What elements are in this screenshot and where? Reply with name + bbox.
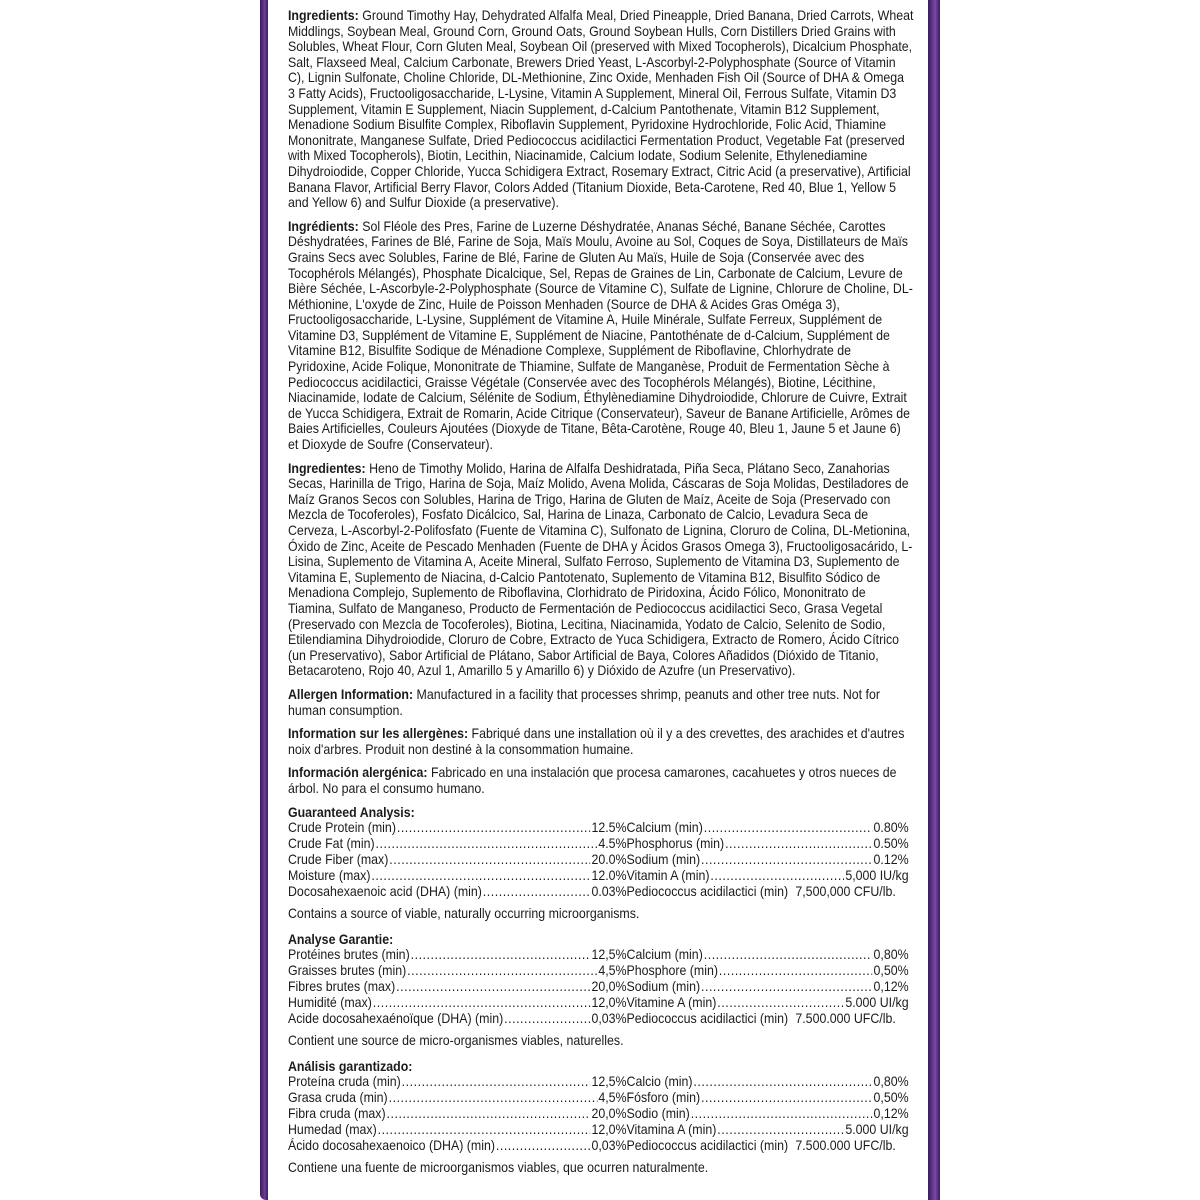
analysis-value: 0,12%: [873, 979, 909, 995]
analysis-row: [627, 995, 909, 1011]
analysis-row: [627, 979, 909, 995]
analysis-fr-title: Analyse Garantie:: [288, 931, 394, 947]
analysis-value: 0.50%: [873, 836, 909, 852]
analysis-label: Crude Protein (min): [288, 820, 396, 836]
analysis-value: 20,0%: [591, 1106, 627, 1122]
leader-dots: [701, 1090, 873, 1106]
ingredients-es-text: Heno de Timothy Molido, Harina de Alfalfa Deshidratada, Piña Seca, Plátano Seco, Zanahorias Secas, Harinilla de Trigo, Harina de Soja, Maíz Molido, Avena Molida, Cáscaras de Soja Molidas, Destiladores de Maíz Granos Secos con Solubles, Harina de Trigo, Harina de Gluten de Maíz, Aceite de Soja (Preservado con Mezcla de Tocoferoles), Fosfato Dicálcico, Sal, Harina de Linaza, Carbonato de Calcio, Levadura Seca de Cerveza, L-Ascorbyl-2-Polifosfato (Fuente de Vitamina C), Sulfonato de Lignina, Cloruro de Colina, DL-Metionina, Óxido de Zinc, Aceite de Pescado Menhaden (Fuente de DHA y Ácidos Grasos Omega 3), Fructooligosacárido, L-Lisina, Suplemento de Vitamina A, Aceite Mineral, Sulfato Ferroso, Suplemento de Vitamina D3, Suplemento de Vitamina E, Suplemento de Niacina, d-Calcio Pantotenato, Suplemento de Vitamina B12, Bisulfito Sódico de Menadiona Complejo, Suplemento de Riboflavina, Clorhidrato de Piridoxina, Ácido Fólico, Mononitrato de Tiamina, Sulfato de Manganeso, Producto de Fermentación de Pediococcus acidilactici Seco, Grasa Vegetal (Preservado con Mezcla de Tocoferoles), Biotina, Lecitina, Niacinamida, Yodato de Calcio, Selenito de Sodio, Etilendiamina Dihydroiodide, Cloruro de Cobre, Extracto de Yuca Schidigera, Extracto de Romero, Ácido Cítrico (un Preservativo), Sabor Artificial de Plátano, Sabor Artificial de Baya, Colores Añadidos (Dióxido de Titanio, Betacaroteno, Rojo 40, Azul 1, Amarillo 5 y Amarillo 6) y Dióxido de Azufre (un Preservativo).: [288, 460, 913, 679]
analysis-value: 0,12%: [873, 1106, 909, 1122]
analysis-value: 0,03%: [591, 1011, 627, 1027]
analysis-label: Fibres brutes (max): [288, 979, 396, 995]
analysis-es-table: [288, 1074, 914, 1154]
analysis-label: Calcio (min): [626, 1074, 693, 1090]
analysis-value: 7.500.000 UFC/lb.: [795, 1011, 896, 1027]
analysis-value: 0,03%: [591, 1138, 627, 1154]
analysis-label: Sodio (min): [626, 1106, 690, 1122]
analysis-row: [627, 1138, 909, 1154]
analysis-label: Phosphorus (min): [626, 836, 725, 852]
analysis-fr-right-col: [627, 947, 909, 1027]
analysis-row: [288, 868, 627, 884]
allergen-en-label: Allergen Information:: [288, 686, 414, 702]
ingredients-fr-label: Ingrédients:: [288, 218, 359, 234]
ingredients-fr: [288, 219, 914, 453]
analysis-value: 5.000 UI/kg: [845, 1122, 909, 1138]
leader-dots: [701, 979, 873, 995]
analysis-label: Proteína cruda (min): [288, 1074, 401, 1090]
analysis-label: Crude Fat (min): [288, 836, 375, 852]
ingredients-es-label: Ingredientes:: [288, 460, 366, 476]
analysis-label: Fibra cruda (max): [288, 1106, 386, 1122]
analysis-label: Phosphore (min): [626, 963, 718, 979]
leader-dots: [411, 947, 591, 963]
leader-dots: [719, 963, 873, 979]
leader-dots: [407, 963, 597, 979]
analysis-es-note: Contiene una fuente de microorganismos viables, que ocurren naturalmente.: [288, 1160, 709, 1176]
analysis-label: Sodium (min): [626, 852, 701, 868]
left-margin: [0, 0, 264, 1200]
analysis-label: Pediococcus acidilactici (min): [626, 1138, 789, 1154]
left-purple-border: [260, 0, 268, 1200]
analysis-value: 5,000 IU/kg: [845, 868, 909, 884]
allergen-fr-label: Information sur les allergènes:: [288, 726, 469, 742]
analysis-fr-note: Contient une source de micro-organismes viables, naturelles.: [288, 1033, 624, 1049]
analysis-en-left-col: [288, 820, 627, 900]
analysis-row: [288, 947, 627, 963]
allergen-es: [288, 765, 914, 796]
analysis-es-left-col: [288, 1074, 627, 1154]
analysis-row: [288, 1011, 627, 1027]
analysis-label: Grasa cruda (min): [288, 1090, 388, 1106]
leader-dots: [704, 820, 873, 836]
analysis-row: [627, 1106, 909, 1122]
analysis-value: 0,50%: [873, 1090, 909, 1106]
leader-dots: [402, 1074, 591, 1090]
leader-dots: [717, 1122, 844, 1138]
ingredients-en-label: Ingredients:: [288, 8, 359, 23]
analysis-fr: [288, 932, 914, 1049]
analysis-label: Humidité (max): [288, 995, 372, 1011]
analysis-label: Calcium (min): [626, 820, 703, 836]
analysis-label: Vitamin A (min): [626, 868, 710, 884]
analysis-row: [288, 1138, 627, 1154]
analysis-value: 0,50%: [873, 963, 909, 979]
analysis-label: Protéines brutes (min): [288, 947, 410, 963]
analysis-value: 4,5%: [598, 1090, 627, 1106]
analysis-value: 0,80%: [873, 1074, 909, 1090]
ingredients-es: [288, 461, 914, 679]
analysis-value: 0.12%: [873, 852, 909, 868]
leader-dots: [504, 1011, 590, 1027]
analysis-value: 12,0%: [591, 1122, 627, 1138]
analysis-value: 0.80%: [873, 820, 909, 836]
leader-dots: [693, 1074, 872, 1090]
analysis-value: 4,5%: [598, 963, 627, 979]
analysis-value: 20,0%: [591, 979, 627, 995]
analysis-label: Humedad (max): [288, 1122, 377, 1138]
allergen-fr: [288, 726, 914, 757]
analysis-en-note: Contains a source of viable, naturally occurring microorganisms.: [288, 906, 640, 922]
allergen-en-text: Manufactured in a facility that processes shrimp, peanuts and other tree nuts. Not for human consumption.: [288, 686, 880, 718]
leader-dots: [378, 1122, 591, 1138]
analysis-row: [288, 995, 627, 1011]
allergen-fr-text: Fabriqué dans une installation où il y a des crevettes, des arachides et d'autres noix d'arbres. Produit non destiné à la consommation humaine.: [288, 726, 905, 757]
analysis-label: Docosahexaenoic acid (DHA) (min): [288, 884, 482, 900]
leader-dots: [373, 995, 591, 1011]
analysis-fr-table: [288, 947, 914, 1027]
leader-dots: [701, 852, 873, 868]
analysis-row: [288, 979, 627, 995]
allergen-en: [288, 687, 914, 718]
analysis-value: 12,5%: [591, 1074, 627, 1090]
leader-dots: [376, 836, 598, 852]
analysis-label: Vitamina A (min): [626, 1122, 717, 1138]
leader-dots: [725, 836, 873, 852]
analysis-label: Pediococcus acidilactici (min): [626, 1011, 789, 1027]
allergen-es-text: Fabricado en una instalación que procesa camarones, cacahuetes y otros nueces de árbol. No para el consumo humano.: [288, 765, 897, 796]
analysis-value: 5.000 UI/kg: [845, 995, 909, 1011]
analysis-row: [288, 1122, 627, 1138]
analysis-value: 0.03%: [591, 884, 627, 900]
ingredients-en: [288, 8, 914, 211]
analysis-row: [288, 963, 627, 979]
analysis-label: Vitamine A (min): [626, 995, 717, 1011]
analysis-value: 12.5%: [591, 820, 627, 836]
analysis-row: [288, 1106, 627, 1122]
analysis-row: [627, 820, 909, 836]
analysis-label: Crude Fiber (max): [288, 852, 389, 868]
analysis-fr-left-col: [288, 947, 627, 1027]
analysis-value: 12,0%: [591, 995, 627, 1011]
analysis-row: [627, 852, 909, 868]
analysis-label: Pediococcus acidilactici (min): [626, 884, 789, 900]
analysis-value: 7.500.000 UFC/lb.: [795, 1138, 896, 1154]
right-margin: [940, 0, 1200, 1200]
analysis-en-table: [288, 820, 914, 900]
analysis-value: 20.0%: [591, 852, 627, 868]
leader-dots: [483, 884, 591, 900]
analysis-label: Sodium (min): [626, 979, 701, 995]
analysis-label: Graisses brutes (min): [288, 963, 407, 979]
analysis-row: [627, 1011, 909, 1027]
analysis-row: [627, 947, 909, 963]
leader-dots: [496, 1138, 591, 1154]
analysis-row: [627, 868, 909, 884]
analysis-row: [288, 1090, 627, 1106]
analysis-label: Ácido docosahexaenoico (DHA) (min): [288, 1138, 495, 1154]
analysis-value: 7,500,000 CFU/lb.: [795, 884, 896, 900]
analysis-row: [288, 820, 627, 836]
analysis-label: Calcium (min): [626, 947, 703, 963]
analysis-row: [288, 1074, 627, 1090]
label-content: [288, 8, 914, 1186]
analysis-es: [288, 1059, 914, 1176]
analysis-value: 4.5%: [598, 836, 627, 852]
leader-dots: [717, 995, 844, 1011]
leader-dots: [389, 1090, 598, 1106]
analysis-value: 0,80%: [873, 947, 909, 963]
analysis-label: Moisture (max): [288, 868, 371, 884]
leader-dots: [389, 852, 590, 868]
analysis-value: 12.0%: [591, 868, 627, 884]
right-purple-border: [928, 0, 940, 1200]
analysis-row: [627, 836, 909, 852]
analysis-row: [627, 1074, 909, 1090]
analysis-row: [288, 836, 627, 852]
analysis-label: Fósforo (min): [626, 1090, 701, 1106]
analysis-value: 12,5%: [591, 947, 627, 963]
analysis-en-right-col: [627, 820, 909, 900]
leader-dots: [396, 979, 590, 995]
analysis-label: Acide docosahexaénoïque (DHA) (min): [288, 1011, 504, 1027]
analysis-row: [627, 1090, 909, 1106]
analysis-row: [627, 1122, 909, 1138]
analysis-en-title: Guaranteed Analysis:: [288, 804, 415, 820]
leader-dots: [710, 868, 844, 884]
analysis-en: [288, 805, 914, 922]
analysis-row: [288, 852, 627, 868]
leader-dots: [691, 1106, 873, 1122]
analysis-es-title: Análisis garantizado:: [288, 1058, 413, 1074]
ingredients-fr-text: Sol Fléole des Pres, Farine de Luzerne Déshydratée, Ananas Séché, Banane Séchée, Carottes Déshydratées, Farines de Blé, Farine de Soja, Maïs Moulu, Avoine au Sol, Coques de Soya, Distillateurs de Maïs Grains Secs avec Solubles, Farine de Blé, Farine de Gluten Au Maïs, Huile de Soja (Conservée avec des Tocophérols Mélangés), Phosphate Dicalcique, Sel, Repas de Graines de Lin, Carbonate de Calcium, Levure de Bière Séchée, L-Ascorbyle-2-Polyphosphate (Source de Vitamine C), Sulfate de Lignine, Chlorure de Choline, DL-Méthionine, L'oxyde de Zinc, Huile de Poisson Menhaden (Source de DHA & Acides Gras Oméga 3), Fructooligosaccharide, L-Lysine, Supplément de Vitamine A, Huile Minérale, Sulfate Ferreux, Supplément de Vitamine D3, Supplément de Vitamine E, Supplément de Niacine, Pantothénate de d-Calcium, Supplément de Vitamine B12, Bisulfite Sodique de Ménadione Complexe, Supplément de Riboflavine, Chlorhydrate de Pyridoxine, Acide Folique, Mononitrate de Thiamine, Sulfate de Manganèse, Produit de Fermentation Sèche à Pediococcus acidilactici, Graisse Végétale (Conservée avec des Tocophérols Mélangés), Biotine, Lécithine, Niacinamide, Iodate de Calcium, Sélénite de Sodium, Éthylènediamine Dihydroiodide, Chlorure de Cuivre, Extrait de Yucca Schidigera, Extrait de Romarin, Acide Citrique (Conservateur), Saveur de Banane Artificielle, Arômes de Baies Artificielles, Couleurs Ajoutées (Dioxyde de Titane, Bêta-Carotène, Rouge 40, Bleu 1, Jaune 5 et Jaune 6) et Dioxyde de Soufre (Conservateur).: [288, 218, 913, 453]
analysis-es-right-col: [627, 1074, 909, 1154]
leader-dots: [397, 820, 591, 836]
leader-dots: [371, 868, 590, 884]
analysis-row: [627, 884, 909, 900]
analysis-row: [288, 884, 627, 900]
ingredients-en-text: Ground Timothy Hay, Dehydrated Alfalfa Meal, Dried Pineapple, Dried Banana, Dried Carrots, Wheat Middlings, Soybean Meal, Ground Corn, Ground Oats, Ground Soybean Hulls, Corn Distillers Dried Grains with Solubles, Wheat Flour, Corn Gluten Meal, Soybean Oil (preserved with Mixed Tocopherols), Dicalcium Phosphate, Salt, Flaxseed Meal, Calcium Carbonate, Brewers Dried Yeast, L-Ascorbyl-2-Polyphosphate (Source of Vitamin C), Lignin Sulfonate, Choline Chloride, DL-Methionine, Zinc Oxide, Menhaden Fish Oil (Source of DHA & Omega 3 Fatty Acids), Fructooligosaccharide, L-Lysine, Vitamin A Supplement, Mineral Oil, Ferrous Sulfate, Vitamin D3 Supplement, Vitamin E Supplement, Niacin Supplement, d-Calcium Pantothenate, Vitamin B12 Supplement, Menadione Sodium Bisulfite Complex, Riboflavin Supplement, Pyridoxine Hydrochloride, Folic Acid, Thiamine Mononitrate, Manganese Sulfate, Dried Pediococcus acidilactici Fermentation Product, Vegetable Fat (preserved with Mixed Tocopherols), Biotin, Lecithin, Niacinamide, Calcium Iodate, Sodium Selenite, Ethylenediamine Dihydroiodide, Copper Chloride, Yucca Schidigera Extract, Rosemary Extract, Citric Acid (a preservative), Artificial Banana Flavor, Artificial Berry Flavor, Colors Added (Titanium Dioxide, Beta-Carotene, Red 40, Blue 1, Yellow 5 and Yellow 6) and Sulfur Dioxide (a preservative).: [288, 8, 914, 211]
allergen-es-label: Información alergénica:: [288, 765, 428, 781]
leader-dots: [387, 1106, 591, 1122]
analysis-row: [627, 963, 909, 979]
leader-dots: [704, 947, 873, 963]
